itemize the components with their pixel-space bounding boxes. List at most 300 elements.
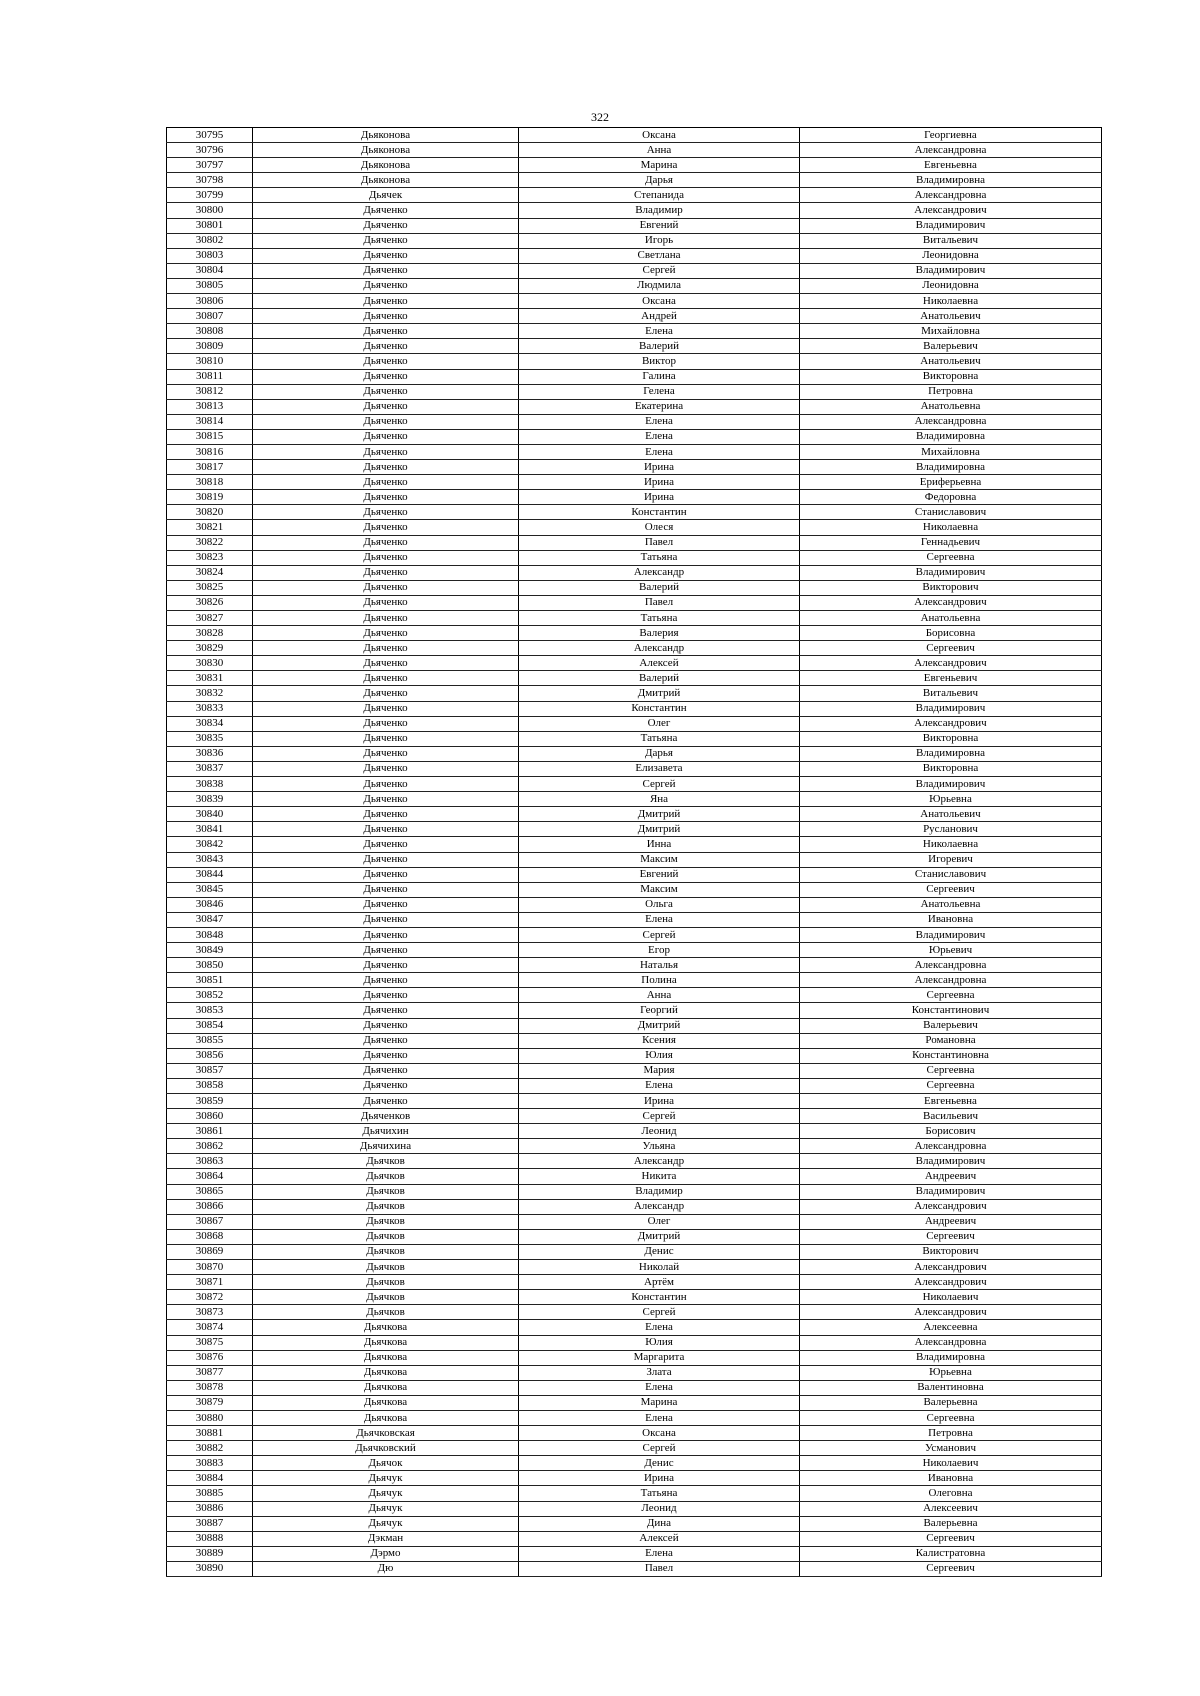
table-row	[167, 520, 1102, 535]
patronymic-cell: Юрьевна	[800, 1365, 1102, 1380]
patronymic-cell: Борисович	[800, 1124, 1102, 1139]
table-row	[167, 897, 1102, 912]
record-number-cell: 30846	[167, 897, 253, 912]
patronymic-cell: Викторовна	[800, 731, 1102, 746]
record-number-cell: 30816	[167, 444, 253, 459]
patronymic-cell: Петровна	[800, 384, 1102, 399]
patronymic-cell: Борисовна	[800, 626, 1102, 641]
first-name-cell: Инна	[519, 837, 800, 852]
first-name-cell: Елена	[519, 1546, 800, 1561]
table-row	[167, 792, 1102, 807]
first-name-cell: Алексей	[519, 1531, 800, 1546]
patronymic-cell: Андреевич	[800, 1214, 1102, 1229]
patronymic-cell: Николаевич	[800, 1290, 1102, 1305]
page-number: 322	[591, 110, 609, 124]
table-row	[167, 1018, 1102, 1033]
first-name-cell: Оксана	[519, 1426, 800, 1441]
first-name-cell: Дмитрий	[519, 822, 800, 837]
first-name-cell: Денис	[519, 1244, 800, 1259]
table-row	[167, 943, 1102, 958]
first-name-cell: Анна	[519, 988, 800, 1003]
record-number-cell: 30885	[167, 1486, 253, 1501]
record-number-cell: 30864	[167, 1169, 253, 1184]
first-name-cell: Сергей	[519, 1441, 800, 1456]
record-number-cell: 30835	[167, 731, 253, 746]
record-number-cell: 30823	[167, 550, 253, 565]
record-number-cell: 30797	[167, 158, 253, 173]
table-row	[167, 1501, 1102, 1516]
patronymic-cell: Федоровна	[800, 490, 1102, 505]
first-name-cell: Дмитрий	[519, 1018, 800, 1033]
table-row	[167, 1410, 1102, 1425]
first-name-cell: Олеся	[519, 520, 800, 535]
patronymic-cell: Андреевич	[800, 1169, 1102, 1184]
last-name-cell: Дьяченко	[253, 927, 519, 942]
patronymic-cell: Анатольевич	[800, 309, 1102, 324]
first-name-cell: Александр	[519, 641, 800, 656]
patronymic-cell: Игоревич	[800, 852, 1102, 867]
record-number-cell: 30838	[167, 777, 253, 792]
patronymic-cell: Сергеевна	[800, 550, 1102, 565]
record-number-cell: 30834	[167, 716, 253, 731]
table-row	[167, 1471, 1102, 1486]
record-number-cell: 30882	[167, 1441, 253, 1456]
last-name-cell: Дэрмо	[253, 1546, 519, 1561]
table-row	[167, 1124, 1102, 1139]
patronymic-cell: Владимировна	[800, 460, 1102, 475]
table-row	[167, 1214, 1102, 1229]
table-row	[167, 1003, 1102, 1018]
record-number-cell: 30795	[167, 128, 253, 143]
record-number-cell: 30812	[167, 384, 253, 399]
last-name-cell: Дьячков	[253, 1244, 519, 1259]
last-name-cell: Дьяченко	[253, 354, 519, 369]
first-name-cell: Марина	[519, 158, 800, 173]
record-number-cell: 30839	[167, 792, 253, 807]
last-name-cell: Дьяченко	[253, 611, 519, 626]
record-number-cell: 30865	[167, 1184, 253, 1199]
table-row	[167, 1380, 1102, 1395]
last-name-cell: Дьяченко	[253, 565, 519, 580]
table-row	[167, 641, 1102, 656]
first-name-cell: Дарья	[519, 173, 800, 188]
last-name-cell: Дьяченко	[253, 263, 519, 278]
last-name-cell: Дьячкова	[253, 1365, 519, 1380]
patronymic-cell: Викторовна	[800, 369, 1102, 384]
table-row	[167, 912, 1102, 927]
record-number-cell: 30828	[167, 626, 253, 641]
first-name-cell: Злата	[519, 1365, 800, 1380]
record-number-cell: 30818	[167, 475, 253, 490]
first-name-cell: Сергей	[519, 263, 800, 278]
table-row	[167, 1516, 1102, 1531]
last-name-cell: Дэкман	[253, 1531, 519, 1546]
first-name-cell: Сергей	[519, 927, 800, 942]
patronymic-cell: Сергеевна	[800, 1410, 1102, 1425]
patronymic-cell: Викторович	[800, 580, 1102, 595]
first-name-cell: Никита	[519, 1169, 800, 1184]
last-name-cell: Дьячкова	[253, 1335, 519, 1350]
first-name-cell: Ирина	[519, 1471, 800, 1486]
table-row	[167, 475, 1102, 490]
patronymic-cell: Владимирович	[800, 777, 1102, 792]
first-name-cell: Елена	[519, 429, 800, 444]
table-row	[167, 414, 1102, 429]
first-name-cell: Татьяна	[519, 1486, 800, 1501]
last-name-cell: Дьяченко	[253, 777, 519, 792]
first-name-cell: Евгений	[519, 218, 800, 233]
table-row	[167, 867, 1102, 882]
record-number-cell: 30888	[167, 1531, 253, 1546]
table-row	[167, 1441, 1102, 1456]
first-name-cell: Сергей	[519, 777, 800, 792]
last-name-cell: Дьяченко	[253, 792, 519, 807]
last-name-cell: Дьяченко	[253, 1033, 519, 1048]
patronymic-cell: Петровна	[800, 1426, 1102, 1441]
first-name-cell: Елена	[519, 912, 800, 927]
patronymic-cell: Леонидовна	[800, 248, 1102, 263]
first-name-cell: Леонид	[519, 1501, 800, 1516]
table-row	[167, 339, 1102, 354]
first-name-cell: Валерий	[519, 580, 800, 595]
last-name-cell: Дьяченко	[253, 595, 519, 610]
last-name-cell: Дьяченко	[253, 973, 519, 988]
first-name-cell: Ирина	[519, 460, 800, 475]
patronymic-cell: Владимировна	[800, 746, 1102, 761]
table-row	[167, 1531, 1102, 1546]
table-row	[167, 263, 1102, 278]
first-name-cell: Константин	[519, 701, 800, 716]
last-name-cell: Дьяченко	[253, 384, 519, 399]
patronymic-cell: Владимирович	[800, 927, 1102, 942]
first-name-cell: Маргарита	[519, 1350, 800, 1365]
patronymic-cell: Алексеевич	[800, 1501, 1102, 1516]
record-number-cell: 30873	[167, 1305, 253, 1320]
first-name-cell: Олег	[519, 716, 800, 731]
patronymic-cell: Владимирович	[800, 218, 1102, 233]
patronymic-cell: Александровна	[800, 414, 1102, 429]
first-name-cell: Игорь	[519, 233, 800, 248]
table-row	[167, 1139, 1102, 1154]
patronymic-cell: Сергеевич	[800, 1531, 1102, 1546]
last-name-cell: Дю	[253, 1561, 519, 1576]
patronymic-cell: Анатольевна	[800, 897, 1102, 912]
first-name-cell: Валерия	[519, 626, 800, 641]
patronymic-cell: Валентиновна	[800, 1380, 1102, 1395]
patronymic-cell: Николаевич	[800, 1456, 1102, 1471]
table-row	[167, 1426, 1102, 1441]
table-row	[167, 761, 1102, 776]
table-row	[167, 294, 1102, 309]
patronymic-cell: Николаевна	[800, 294, 1102, 309]
first-name-cell: Александр	[519, 1154, 800, 1169]
record-number-cell: 30804	[167, 263, 253, 278]
patronymic-cell: Николаевна	[800, 520, 1102, 535]
last-name-cell: Дьячук	[253, 1486, 519, 1501]
table-row	[167, 852, 1102, 867]
patronymic-cell: Валерьевич	[800, 339, 1102, 354]
last-name-cell: Дьячкова	[253, 1350, 519, 1365]
record-number-cell: 30798	[167, 173, 253, 188]
first-name-cell: Елена	[519, 1078, 800, 1093]
table-row	[167, 1229, 1102, 1244]
last-name-cell: Дьяченко	[253, 882, 519, 897]
last-name-cell: Дьячек	[253, 188, 519, 203]
patronymic-cell: Александрович	[800, 1275, 1102, 1290]
last-name-cell: Дьяченко	[253, 1003, 519, 1018]
patronymic-cell: Витальевич	[800, 686, 1102, 701]
table-row	[167, 158, 1102, 173]
table-row	[167, 1456, 1102, 1471]
record-number-cell: 30883	[167, 1456, 253, 1471]
last-name-cell: Дьячихина	[253, 1139, 519, 1154]
first-name-cell: Светлана	[519, 248, 800, 263]
table-row	[167, 611, 1102, 626]
last-name-cell: Дьяченков	[253, 1109, 519, 1124]
first-name-cell: Александр	[519, 565, 800, 580]
record-number-cell: 30844	[167, 867, 253, 882]
first-name-cell: Полина	[519, 973, 800, 988]
patronymic-cell: Станиславович	[800, 505, 1102, 520]
last-name-cell: Дьяченко	[253, 369, 519, 384]
first-name-cell: Степанида	[519, 188, 800, 203]
first-name-cell: Оксана	[519, 294, 800, 309]
patronymic-cell: Михайловна	[800, 324, 1102, 339]
last-name-cell: Дьячук	[253, 1471, 519, 1486]
first-name-cell: Юлия	[519, 1048, 800, 1063]
first-name-cell: Александр	[519, 1199, 800, 1214]
last-name-cell: Дьяченко	[253, 701, 519, 716]
record-number-cell: 30855	[167, 1033, 253, 1048]
patronymic-cell: Владимирович	[800, 1184, 1102, 1199]
table-row	[167, 505, 1102, 520]
patronymic-cell: Евгеньевич	[800, 671, 1102, 686]
table-row	[167, 278, 1102, 293]
patronymic-cell: Анатольевна	[800, 611, 1102, 626]
record-number-cell: 30811	[167, 369, 253, 384]
record-number-cell: 30862	[167, 1139, 253, 1154]
first-name-cell: Наталья	[519, 958, 800, 973]
first-name-cell: Елизавета	[519, 761, 800, 776]
last-name-cell: Дьяченко	[253, 686, 519, 701]
last-name-cell: Дьяченко	[253, 746, 519, 761]
table-row	[167, 1063, 1102, 1078]
first-name-cell: Дмитрий	[519, 807, 800, 822]
record-number-cell: 30840	[167, 807, 253, 822]
patronymic-cell: Александровна	[800, 1335, 1102, 1350]
last-name-cell: Дьячук	[253, 1501, 519, 1516]
record-number-cell: 30808	[167, 324, 253, 339]
table-row	[167, 882, 1102, 897]
patronymic-cell: Усманович	[800, 1441, 1102, 1456]
record-number-cell: 30833	[167, 701, 253, 716]
record-number-cell: 30815	[167, 429, 253, 444]
last-name-cell: Дьяченко	[253, 943, 519, 958]
first-name-cell: Валерий	[519, 671, 800, 686]
first-name-cell: Мария	[519, 1063, 800, 1078]
patronymic-cell: Витальевич	[800, 233, 1102, 248]
first-name-cell: Марина	[519, 1395, 800, 1410]
last-name-cell: Дьяченко	[253, 1078, 519, 1093]
registry-table	[166, 127, 1102, 1577]
record-number-cell: 30805	[167, 278, 253, 293]
first-name-cell: Максим	[519, 882, 800, 897]
patronymic-cell: Анатольевич	[800, 354, 1102, 369]
table-row	[167, 460, 1102, 475]
record-number-cell: 30887	[167, 1516, 253, 1531]
record-number-cell: 30817	[167, 460, 253, 475]
first-name-cell: Татьяна	[519, 731, 800, 746]
table-row	[167, 988, 1102, 1003]
first-name-cell: Галина	[519, 369, 800, 384]
patronymic-cell: Русланович	[800, 822, 1102, 837]
patronymic-cell: Владимирович	[800, 565, 1102, 580]
table-row	[167, 1561, 1102, 1576]
last-name-cell: Дьяченко	[253, 203, 519, 218]
first-name-cell: Егор	[519, 943, 800, 958]
patronymic-cell: Евгеньевна	[800, 158, 1102, 173]
first-name-cell: Елена	[519, 324, 800, 339]
record-number-cell: 30800	[167, 203, 253, 218]
patronymic-cell: Александрович	[800, 203, 1102, 218]
table-row	[167, 958, 1102, 973]
patronymic-cell: Васильевич	[800, 1109, 1102, 1124]
last-name-cell: Дьяченко	[253, 671, 519, 686]
record-number-cell: 30876	[167, 1350, 253, 1365]
patronymic-cell: Ивановна	[800, 1471, 1102, 1486]
patronymic-cell: Владимирович	[800, 701, 1102, 716]
table-row	[167, 429, 1102, 444]
record-number-cell: 30852	[167, 988, 253, 1003]
record-number-cell: 30802	[167, 233, 253, 248]
last-name-cell: Дьяконова	[253, 128, 519, 143]
table-row	[167, 716, 1102, 731]
table-row	[167, 656, 1102, 671]
last-name-cell: Дьяченко	[253, 414, 519, 429]
first-name-cell: Ирина	[519, 475, 800, 490]
record-number-cell: 30856	[167, 1048, 253, 1063]
table-row	[167, 399, 1102, 414]
last-name-cell: Дьячков	[253, 1199, 519, 1214]
record-number-cell: 30837	[167, 761, 253, 776]
first-name-cell: Елена	[519, 1380, 800, 1395]
record-number-cell: 30806	[167, 294, 253, 309]
table-row	[167, 1078, 1102, 1093]
first-name-cell: Ольга	[519, 897, 800, 912]
last-name-cell: Дьячок	[253, 1456, 519, 1471]
first-name-cell: Владимир	[519, 203, 800, 218]
last-name-cell: Дьяченко	[253, 656, 519, 671]
table-row	[167, 731, 1102, 746]
last-name-cell: Дьячков	[253, 1229, 519, 1244]
patronymic-cell: Евгеньевна	[800, 1094, 1102, 1109]
record-number-cell: 30845	[167, 882, 253, 897]
table-row	[167, 595, 1102, 610]
last-name-cell: Дьячихин	[253, 1124, 519, 1139]
table-row	[167, 550, 1102, 565]
last-name-cell: Дьяченко	[253, 233, 519, 248]
record-number-cell: 30860	[167, 1109, 253, 1124]
last-name-cell: Дьяченко	[253, 641, 519, 656]
first-name-cell: Леонид	[519, 1124, 800, 1139]
table-row	[167, 686, 1102, 701]
table-row	[167, 444, 1102, 459]
table-row	[167, 369, 1102, 384]
record-number-cell: 30884	[167, 1471, 253, 1486]
patronymic-cell: Сергеевна	[800, 1078, 1102, 1093]
table-row	[167, 1109, 1102, 1124]
first-name-cell: Алексей	[519, 656, 800, 671]
record-number-cell: 30859	[167, 1094, 253, 1109]
first-name-cell: Елена	[519, 444, 800, 459]
record-number-cell: 30825	[167, 580, 253, 595]
last-name-cell: Дьяченко	[253, 716, 519, 731]
record-number-cell: 30821	[167, 520, 253, 535]
first-name-cell: Сергей	[519, 1109, 800, 1124]
last-name-cell: Дьяченко	[253, 339, 519, 354]
patronymic-cell: Сергеевич	[800, 882, 1102, 897]
registry-table-body	[167, 128, 1102, 1577]
record-number-cell: 30877	[167, 1365, 253, 1380]
table-row	[167, 973, 1102, 988]
patronymic-cell: Сергеевна	[800, 988, 1102, 1003]
patronymic-cell: Николаевна	[800, 837, 1102, 852]
record-number-cell: 30854	[167, 1018, 253, 1033]
patronymic-cell: Александрович	[800, 716, 1102, 731]
table-row	[167, 565, 1102, 580]
table-row	[167, 384, 1102, 399]
patronymic-cell: Александровна	[800, 188, 1102, 203]
last-name-cell: Дьяченко	[253, 912, 519, 927]
table-row	[167, 580, 1102, 595]
record-number-cell: 30881	[167, 1426, 253, 1441]
patronymic-cell: Сергеевич	[800, 1229, 1102, 1244]
patronymic-cell: Сергеевич	[800, 1561, 1102, 1576]
table-row	[167, 927, 1102, 942]
last-name-cell: Дьяченко	[253, 761, 519, 776]
record-number-cell: 30831	[167, 671, 253, 686]
record-number-cell: 30796	[167, 143, 253, 158]
last-name-cell: Дьяченко	[253, 837, 519, 852]
first-name-cell: Олег	[519, 1214, 800, 1229]
table-row	[167, 746, 1102, 761]
patronymic-cell: Викторовна	[800, 761, 1102, 776]
record-number-cell: 30848	[167, 927, 253, 942]
table-row	[167, 309, 1102, 324]
patronymic-cell: Станиславович	[800, 867, 1102, 882]
table-row	[167, 1048, 1102, 1063]
patronymic-cell: Александровна	[800, 958, 1102, 973]
table-row	[167, 626, 1102, 641]
record-number-cell: 30869	[167, 1244, 253, 1259]
patronymic-cell: Владимировна	[800, 429, 1102, 444]
last-name-cell: Дьячков	[253, 1290, 519, 1305]
first-name-cell: Дмитрий	[519, 1229, 800, 1244]
first-name-cell: Константин	[519, 1290, 800, 1305]
first-name-cell: Дина	[519, 1516, 800, 1531]
record-number-cell: 30814	[167, 414, 253, 429]
first-name-cell: Ирина	[519, 490, 800, 505]
table-row	[167, 188, 1102, 203]
patronymic-cell: Анатольевич	[800, 807, 1102, 822]
record-number-cell: 30820	[167, 505, 253, 520]
record-number-cell: 30822	[167, 535, 253, 550]
patronymic-cell: Сергеевна	[800, 1063, 1102, 1078]
table-row	[167, 1260, 1102, 1275]
first-name-cell: Людмила	[519, 278, 800, 293]
last-name-cell: Дьячков	[253, 1184, 519, 1199]
last-name-cell: Дьяконова	[253, 158, 519, 173]
